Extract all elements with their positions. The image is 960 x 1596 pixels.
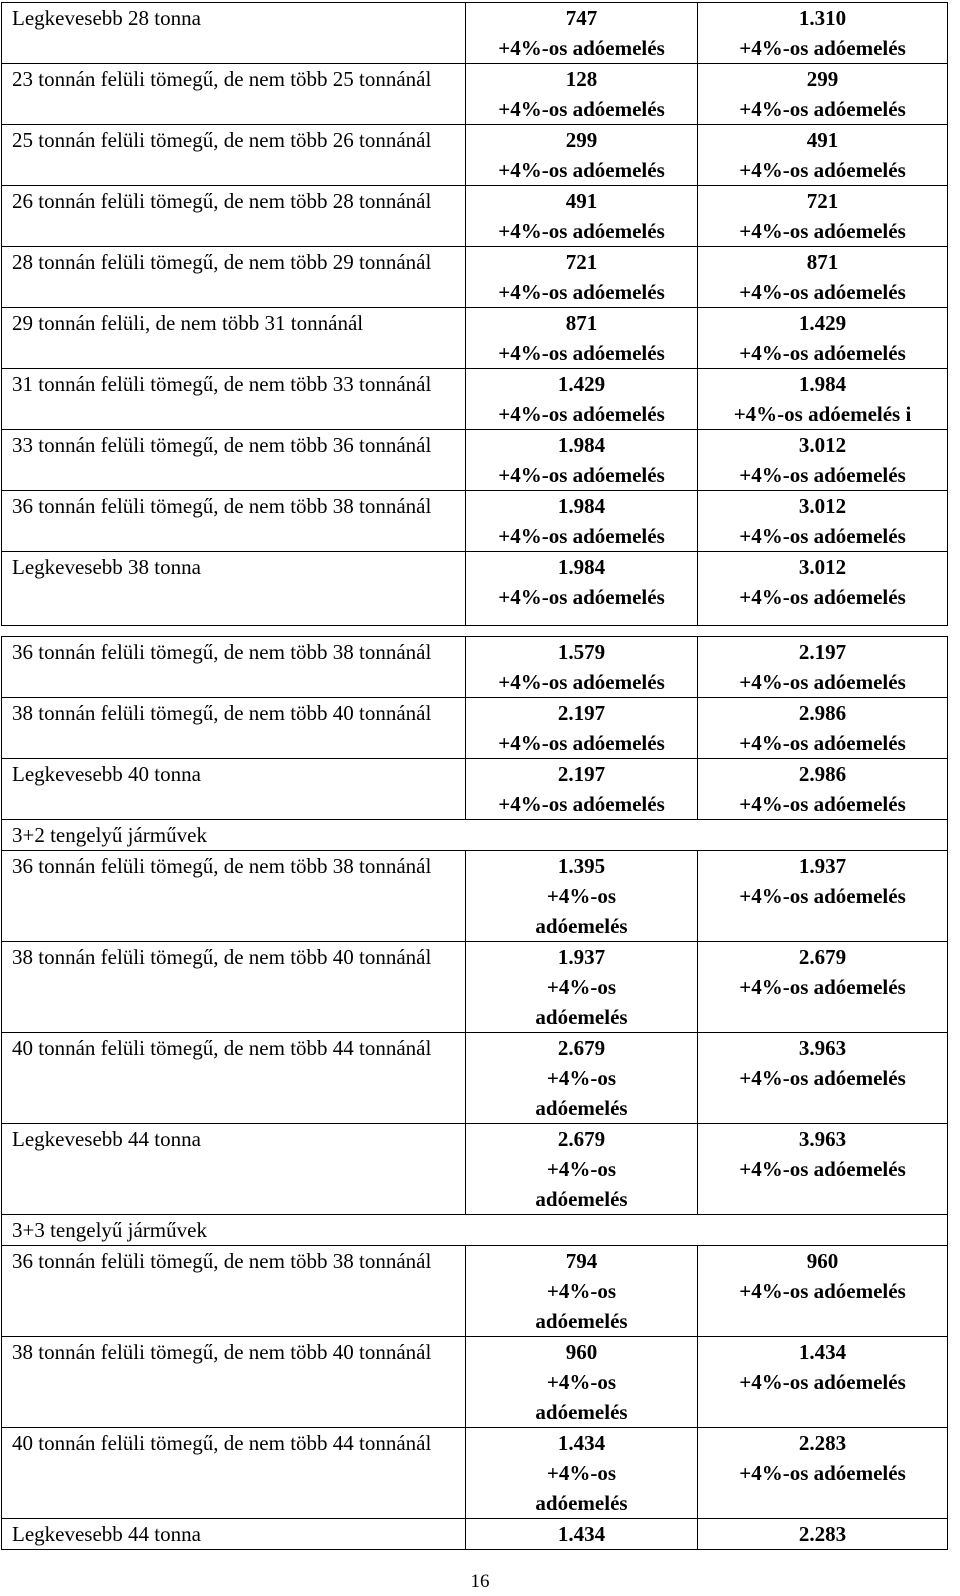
tax-amount: 960 [565,1340,598,1364]
tax-value-cell [698,552,948,626]
tax-increase-note: +4%-os [546,1157,617,1181]
tax-increase-note: +4%-os adóemelés [498,731,665,755]
weight-category-label: 26 tonnán felüli tömegű, de nem több 28 tonnánál [2,186,466,247]
tax-increase-note: +4%-os adóemelés [739,670,906,694]
tax-value-cell [698,1428,948,1519]
table-row [2,552,948,626]
tax-value-cell [466,1246,698,1337]
tax-value-cell [698,491,948,552]
tax-amount: 1.429 [798,311,847,335]
tax-amount: 2.197 [798,640,847,664]
section-header: 3+3 tengelyű járművek [2,1215,948,1246]
tax-value-cell [698,759,948,820]
tax-increase-note: +4%-os [546,975,617,999]
tax-value-cell [698,698,948,759]
tax-value-cell [466,759,698,820]
table-row [2,1519,948,1550]
tax-amount: 960 [806,1249,839,1273]
tax-amount: 3.963 [798,1127,847,1151]
tax-amount: 2.986 [798,762,847,786]
tax-increase-note: +4%-os [546,1370,617,1394]
tax-increase-note: +4%-os adóemelés [498,36,665,60]
vehicle-tax-table-top [1,2,948,626]
tax-increase-note: adóemelés [535,1187,628,1211]
tax-amount: 1.984 [557,494,606,518]
tax-amount: 2.679 [557,1036,606,1060]
tax-amount: 3.963 [798,1036,847,1060]
weight-category-label: Legkevesebb 44 tonna [2,1519,466,1550]
tax-value-cell [466,64,698,125]
tax-amount: 1.434 [466,1519,698,1550]
tax-increase-note: +4%-os [546,1066,617,1090]
tax-amount: 2.197 [557,701,606,725]
tax-increase-note: +4%-os adóemelés [498,792,665,816]
tax-increase-note: +4%-os adóemelés [739,524,906,548]
table-row [2,942,948,1033]
tax-amount: 1.984 [557,433,606,457]
tax-increase-note: +4%-os adóemelés [498,585,665,609]
tax-value-cell [466,942,698,1033]
tax-increase-note: +4%-os [546,1279,617,1303]
tax-amount: 1.937 [557,945,606,969]
tax-increase-note: adóemelés [535,1096,628,1120]
tax-value-cell [698,851,948,942]
tax-value-cell [466,637,698,698]
weight-category-label: 36 tonnán felüli tömegű, de nem több 38 tonnánál [2,491,466,552]
tax-value-cell [698,125,948,186]
weight-category-label: Legkevesebb 44 tonna [2,1124,466,1215]
tax-increase-note: +4%-os adóemelés [739,585,906,609]
tax-amount: 1.434 [798,1340,847,1364]
tax-value-cell [698,942,948,1033]
tax-amount: 721 [806,189,839,213]
table-row [2,637,948,698]
tax-value-cell [698,1246,948,1337]
tax-value-cell [466,1337,698,1428]
table-row [2,308,948,369]
tax-increase-note: +4%-os adóemelés [498,219,665,243]
tax-amount: 871 [565,311,598,335]
tax-value-cell [698,1033,948,1124]
tax-amount: 2.679 [557,1127,606,1151]
table-row [2,1124,948,1215]
tax-value-cell [466,1124,698,1215]
weight-category-label: Legkevesebb 40 tonna [2,759,466,820]
tax-increase-note: adóemelés [535,1400,628,1424]
tax-value-cell [698,64,948,125]
weight-category-label: 36 tonnán felüli tömegű, de nem több 38 tonnánál [2,851,466,942]
table-row [2,759,948,820]
tax-amount: 299 [806,67,839,91]
weight-category-label: 38 tonnán felüli tömegű, de nem több 40 tonnánál [2,1337,466,1428]
table-row [2,247,948,308]
table-row [2,698,948,759]
tax-amount: 2.679 [798,945,847,969]
tax-increase-note: +4%-os adóemelés [739,975,906,999]
tax-amount: 1.984 [798,372,847,396]
tax-increase-note: +4%-os adóemelés [498,158,665,182]
tax-value-cell [466,125,698,186]
table-row [2,1337,948,1428]
tax-value-cell [466,552,698,626]
tax-amount: 871 [806,250,839,274]
tax-increase-note: +4%-os adóemelés [739,280,906,304]
tax-increase-note: +4%-os adóemelés [739,1370,906,1394]
tax-amount: 1.310 [798,6,847,30]
tax-value-cell [698,637,948,698]
tax-amount: 3.012 [798,555,847,579]
tax-value-cell [698,308,948,369]
tax-value-cell [466,698,698,759]
weight-category-label: 25 tonnán felüli tömegű, de nem több 26 tonnánál [2,125,466,186]
tax-amount: 299 [565,128,598,152]
tax-value-cell [466,369,698,430]
note-suffix: i [900,402,912,426]
tax-amount: 721 [565,250,598,274]
tax-increase-note: +4%-os adóemelés [498,670,665,694]
tax-amount: 3.012 [798,494,847,518]
tax-amount: 2.283 [698,1519,948,1550]
tax-value-cell [698,369,948,430]
tax-increase-note: +4%-os adóemelés [739,1279,906,1303]
tax-increase-note: +4%-os adóemelés [498,402,665,426]
table-row [2,125,948,186]
tax-value-cell [466,247,698,308]
table-row [2,3,948,64]
tax-value-cell [698,247,948,308]
tax-increase-note: +4%-os adóemelés [739,792,906,816]
tax-value-cell [466,491,698,552]
tax-amount: 747 [565,6,598,30]
table-row [2,369,948,430]
table-row [2,430,948,491]
weight-category-label: 28 tonnán felüli tömegű, de nem több 29 tonnánál [2,247,466,308]
weight-category-label: Legkevesebb 38 tonna [2,552,466,626]
section-header: 3+2 tengelyű járművek [2,820,948,851]
tax-value-cell [698,1124,948,1215]
tax-increase-note: +4%-os adóemelés [498,280,665,304]
tax-increase-note: +4%-os adóemelés [739,158,906,182]
tax-increase-note: +4%-os adóemelés [739,1066,906,1090]
tax-value-cell [698,3,948,64]
tax-value-cell [466,1428,698,1519]
tax-increase-note: +4%-os adóemelés [739,36,906,60]
section-header-row [2,820,948,851]
table-row [2,1033,948,1124]
table-row [2,491,948,552]
weight-category-label: 40 tonnán felüli tömegű, de nem több 44 tonnánál [2,1033,466,1124]
tax-value-cell [466,430,698,491]
tax-increase-note: +4%-os adóemelés i [733,402,912,426]
tax-increase-note: +4%-os [546,884,617,908]
table-row [2,186,948,247]
tax-increase-note: +4%-os adóemelés [739,97,906,121]
tax-amount: 1.429 [557,372,606,396]
tax-increase-note: +4%-os adóemelés [498,463,665,487]
weight-category-label: 36 tonnán felüli tömegű, de nem több 38 tonnánál [2,1246,466,1337]
weight-category-label: 23 tonnán felüli tömegű, de nem több 25 tonnánál [2,64,466,125]
tax-value-cell [466,308,698,369]
tax-increase-note: adóemelés [535,1309,628,1333]
weight-category-label: 31 tonnán felüli tömegű, de nem több 33 tonnánál [2,369,466,430]
weight-category-label: 38 tonnán felüli tömegű, de nem több 40 tonnánál [2,942,466,1033]
tax-increase-note: +4%-os adóemelés [498,97,665,121]
tax-increase-note: +4%-os adóemelés [739,1461,906,1485]
tax-amount: 2.986 [798,701,847,725]
tax-increase-note: +4%-os [546,1461,617,1485]
tax-value-cell [698,430,948,491]
tax-increase-note: +4%-os adóemelés [739,341,906,365]
tax-value-cell [466,1033,698,1124]
tax-amount: 2.283 [798,1431,847,1455]
tax-increase-note: adóemelés [535,914,628,938]
table-row [2,1246,948,1337]
weight-category-label: 36 tonnán felüli tömegű, de nem több 38 tonnánál [2,637,466,698]
weight-category-label: 33 tonnán felüli tömegű, de nem több 36 tonnánál [2,430,466,491]
tax-increase-note: adóemelés [535,1005,628,1029]
tax-amount: 491 [806,128,839,152]
tax-amount: 128 [565,67,598,91]
tax-increase-note: +4%-os adóemelés [739,1157,906,1181]
weight-category-label: 40 tonnán felüli tömegű, de nem több 44 tonnánál [2,1428,466,1519]
table-row [2,1428,948,1519]
vehicle-tax-table-bottom [1,636,948,1550]
tax-amount: 3.012 [798,433,847,457]
tax-value-cell [466,3,698,64]
weight-category-label: 38 tonnán felüli tömegű, de nem több 40 tonnánál [2,698,466,759]
tax-value-cell [698,1337,948,1428]
weight-category-label: Legkevesebb 28 tonna [2,3,466,64]
table-row [2,64,948,125]
tax-increase-note: +4%-os adóemelés [498,341,665,365]
tax-amount: 1.434 [557,1431,606,1455]
tax-amount: 1.984 [557,555,606,579]
tax-increase-note: +4%-os adóemelés [739,731,906,755]
tax-increase-note: adóemelés [535,1491,628,1515]
tax-amount: 491 [565,189,598,213]
weight-category-label: 29 tonnán felüli, de nem több 31 tonnánál [2,308,466,369]
tax-amount: 1.395 [557,854,606,878]
page-number: 16 [470,1571,490,1592]
section-header-row [2,1215,948,1246]
tax-amount: 794 [565,1249,598,1273]
table-row [2,851,948,942]
tax-value-cell [466,186,698,247]
tax-value-cell [466,851,698,942]
tax-increase-note: +4%-os adóemelés [498,524,665,548]
tax-increase-note: +4%-os adóemelés [739,219,906,243]
tax-amount: 2.197 [557,762,606,786]
tax-value-cell [698,186,948,247]
tax-amount: 1.579 [557,640,606,664]
tax-amount: 1.937 [798,854,847,878]
tax-increase-note: +4%-os adóemelés [739,884,906,908]
tax-increase-note: +4%-os adóemelés [739,463,906,487]
